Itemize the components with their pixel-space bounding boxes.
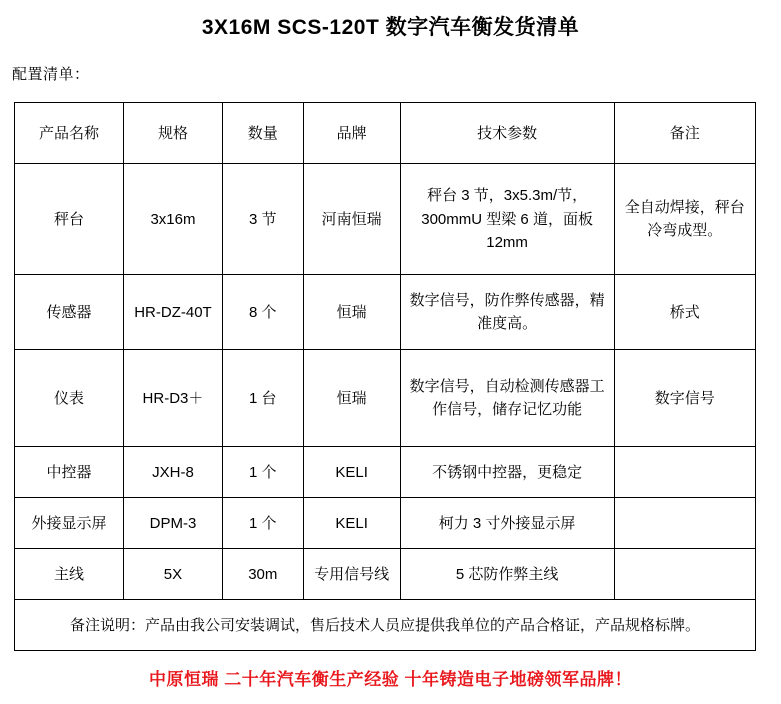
column-header-tech: 技术参数 bbox=[400, 103, 614, 164]
cell-tech: 秤台 3 节，3x5.3m/节，300mmU 型梁 6 道，面板12mm bbox=[400, 164, 614, 275]
cell-quantity: 1 台 bbox=[222, 350, 303, 447]
column-header-spec: 规格 bbox=[124, 103, 223, 164]
cell-tech: 不锈钢中控器，更稳定 bbox=[400, 447, 614, 498]
cell-spec: HR-D3＋ bbox=[124, 350, 223, 447]
cell-note bbox=[614, 549, 755, 600]
cell-brand: 恒瑞 bbox=[303, 350, 400, 447]
cell-note: 全自动焊接，秤台冷弯成型。 bbox=[614, 164, 755, 275]
section-subtitle: 配置清单： bbox=[12, 66, 90, 84]
table-row bbox=[15, 164, 756, 275]
cell-brand: 恒瑞 bbox=[303, 275, 400, 350]
cell-quantity: 3 节 bbox=[222, 164, 303, 275]
cell-spec: JXH-8 bbox=[124, 447, 223, 498]
cell-quantity: 1 个 bbox=[222, 447, 303, 498]
cell-brand: 河南恒瑞 bbox=[303, 164, 400, 275]
table-header-row bbox=[15, 103, 756, 164]
table-row bbox=[15, 350, 756, 447]
cell-note: 数字信号 bbox=[614, 350, 755, 447]
cell-quantity: 8 个 bbox=[222, 275, 303, 350]
cell-spec: 3x16m bbox=[124, 164, 223, 275]
cell-quantity: 1 个 bbox=[222, 498, 303, 549]
cell-remark: 备注说明：产品由我公司安装调试，售后技术人员应提供我单位的产品合格证，产品规格标牌。 bbox=[15, 600, 756, 651]
column-header-quantity: 数量 bbox=[222, 103, 303, 164]
cell-tech: 5 芯防作弊主线 bbox=[400, 549, 614, 600]
table-row bbox=[15, 549, 756, 600]
cell-tech: 数字信号，防作弊传感器，精准度高。 bbox=[400, 275, 614, 350]
cell-quantity: 30m bbox=[222, 549, 303, 600]
table-row bbox=[15, 447, 756, 498]
cell-tech: 柯力 3 寸外接显示屏 bbox=[400, 498, 614, 549]
cell-product-name: 外接显示屏 bbox=[15, 498, 124, 549]
cell-spec: 5X bbox=[124, 549, 223, 600]
cell-brand: KELI bbox=[303, 498, 400, 549]
cell-note bbox=[614, 447, 755, 498]
column-header-name: 产品名称 bbox=[15, 103, 124, 164]
cell-tech: 数字信号，自动检测传感器工作信号，储存记忆功能 bbox=[400, 350, 614, 447]
cell-product-name: 秤台 bbox=[15, 164, 124, 275]
cell-brand: KELI bbox=[303, 447, 400, 498]
cell-spec: HR-DZ-40T bbox=[124, 275, 223, 350]
table-row bbox=[15, 498, 756, 549]
cell-brand: 专用信号线 bbox=[303, 549, 400, 600]
configuration-table bbox=[14, 102, 756, 651]
column-header-note: 备注 bbox=[614, 103, 755, 164]
table-row bbox=[15, 275, 756, 350]
footer-slogan: 中原恒瑞 二十年汽车衡生产经验 十年铸造电子地磅领军品牌！ bbox=[149, 670, 632, 689]
column-header-brand: 品牌 bbox=[303, 103, 400, 164]
cell-product-name: 中控器 bbox=[15, 447, 124, 498]
table-remark-row bbox=[15, 600, 756, 651]
cell-product-name: 传感器 bbox=[15, 275, 124, 350]
cell-spec: DPM-3 bbox=[124, 498, 223, 549]
cell-note bbox=[614, 498, 755, 549]
cell-product-name: 仪表 bbox=[15, 350, 124, 447]
cell-product-name: 主线 bbox=[15, 549, 124, 600]
cell-note: 桥式 bbox=[614, 275, 755, 350]
page-title: 3X16M SCS-120T 数字汽车衡发货清单 bbox=[201, 16, 580, 39]
